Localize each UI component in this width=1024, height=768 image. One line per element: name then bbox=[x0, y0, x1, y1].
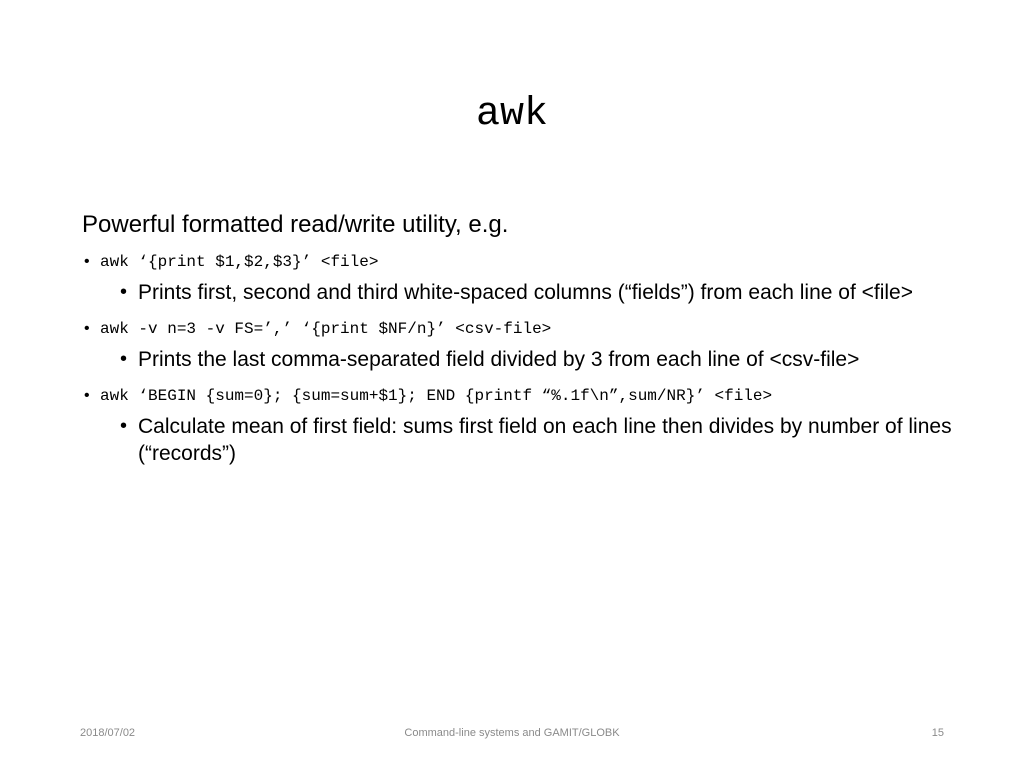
description-text: Prints first, second and third white-spaced columns (“fields”) from each line of <file> bbox=[138, 281, 914, 304]
description-bullet-2 bbox=[120, 346, 952, 373]
footer-date: 2018/07/02 bbox=[80, 727, 136, 739]
bullet-marker: • bbox=[120, 415, 128, 437]
description-text: Prints the last comma-separated field divided by 3 from each line of <csv-file> bbox=[138, 348, 860, 371]
slide-body bbox=[82, 207, 952, 473]
command-bullet-1 bbox=[82, 245, 952, 279]
description-bullet-1 bbox=[120, 279, 952, 306]
command-text: awk -v n=3 -v FS=’,’ ‘{print $NF/n}’ <csv-file> bbox=[100, 320, 552, 338]
bullet-marker: • bbox=[82, 253, 92, 271]
description-text: Calculate mean of first field: sums first field on each line then divides by number of lines (“records”) bbox=[138, 415, 952, 465]
footer-title: Command-line systems and GAMIT/GLOBK bbox=[404, 727, 620, 739]
bullet-marker: • bbox=[82, 320, 92, 338]
command-bullet-2 bbox=[82, 312, 952, 346]
page-number: 15 bbox=[931, 727, 944, 739]
command-text: awk ‘{print $1,$2,$3}’ <file> bbox=[100, 253, 379, 271]
bullet-marker: • bbox=[82, 387, 92, 405]
intro-text: Powerful formatted read/write utility, e.g. bbox=[82, 211, 509, 238]
command-text: awk ‘BEGIN {sum=0}; {sum=sum+$1}; END {printf “%.1f\n”,sum/NR}’ <file> bbox=[100, 387, 773, 405]
description-bullet-3 bbox=[120, 413, 952, 467]
bullet-marker: • bbox=[120, 281, 128, 303]
bullet-marker: • bbox=[120, 348, 128, 370]
slide-title: awk bbox=[475, 92, 548, 137]
command-bullet-3 bbox=[82, 379, 952, 413]
